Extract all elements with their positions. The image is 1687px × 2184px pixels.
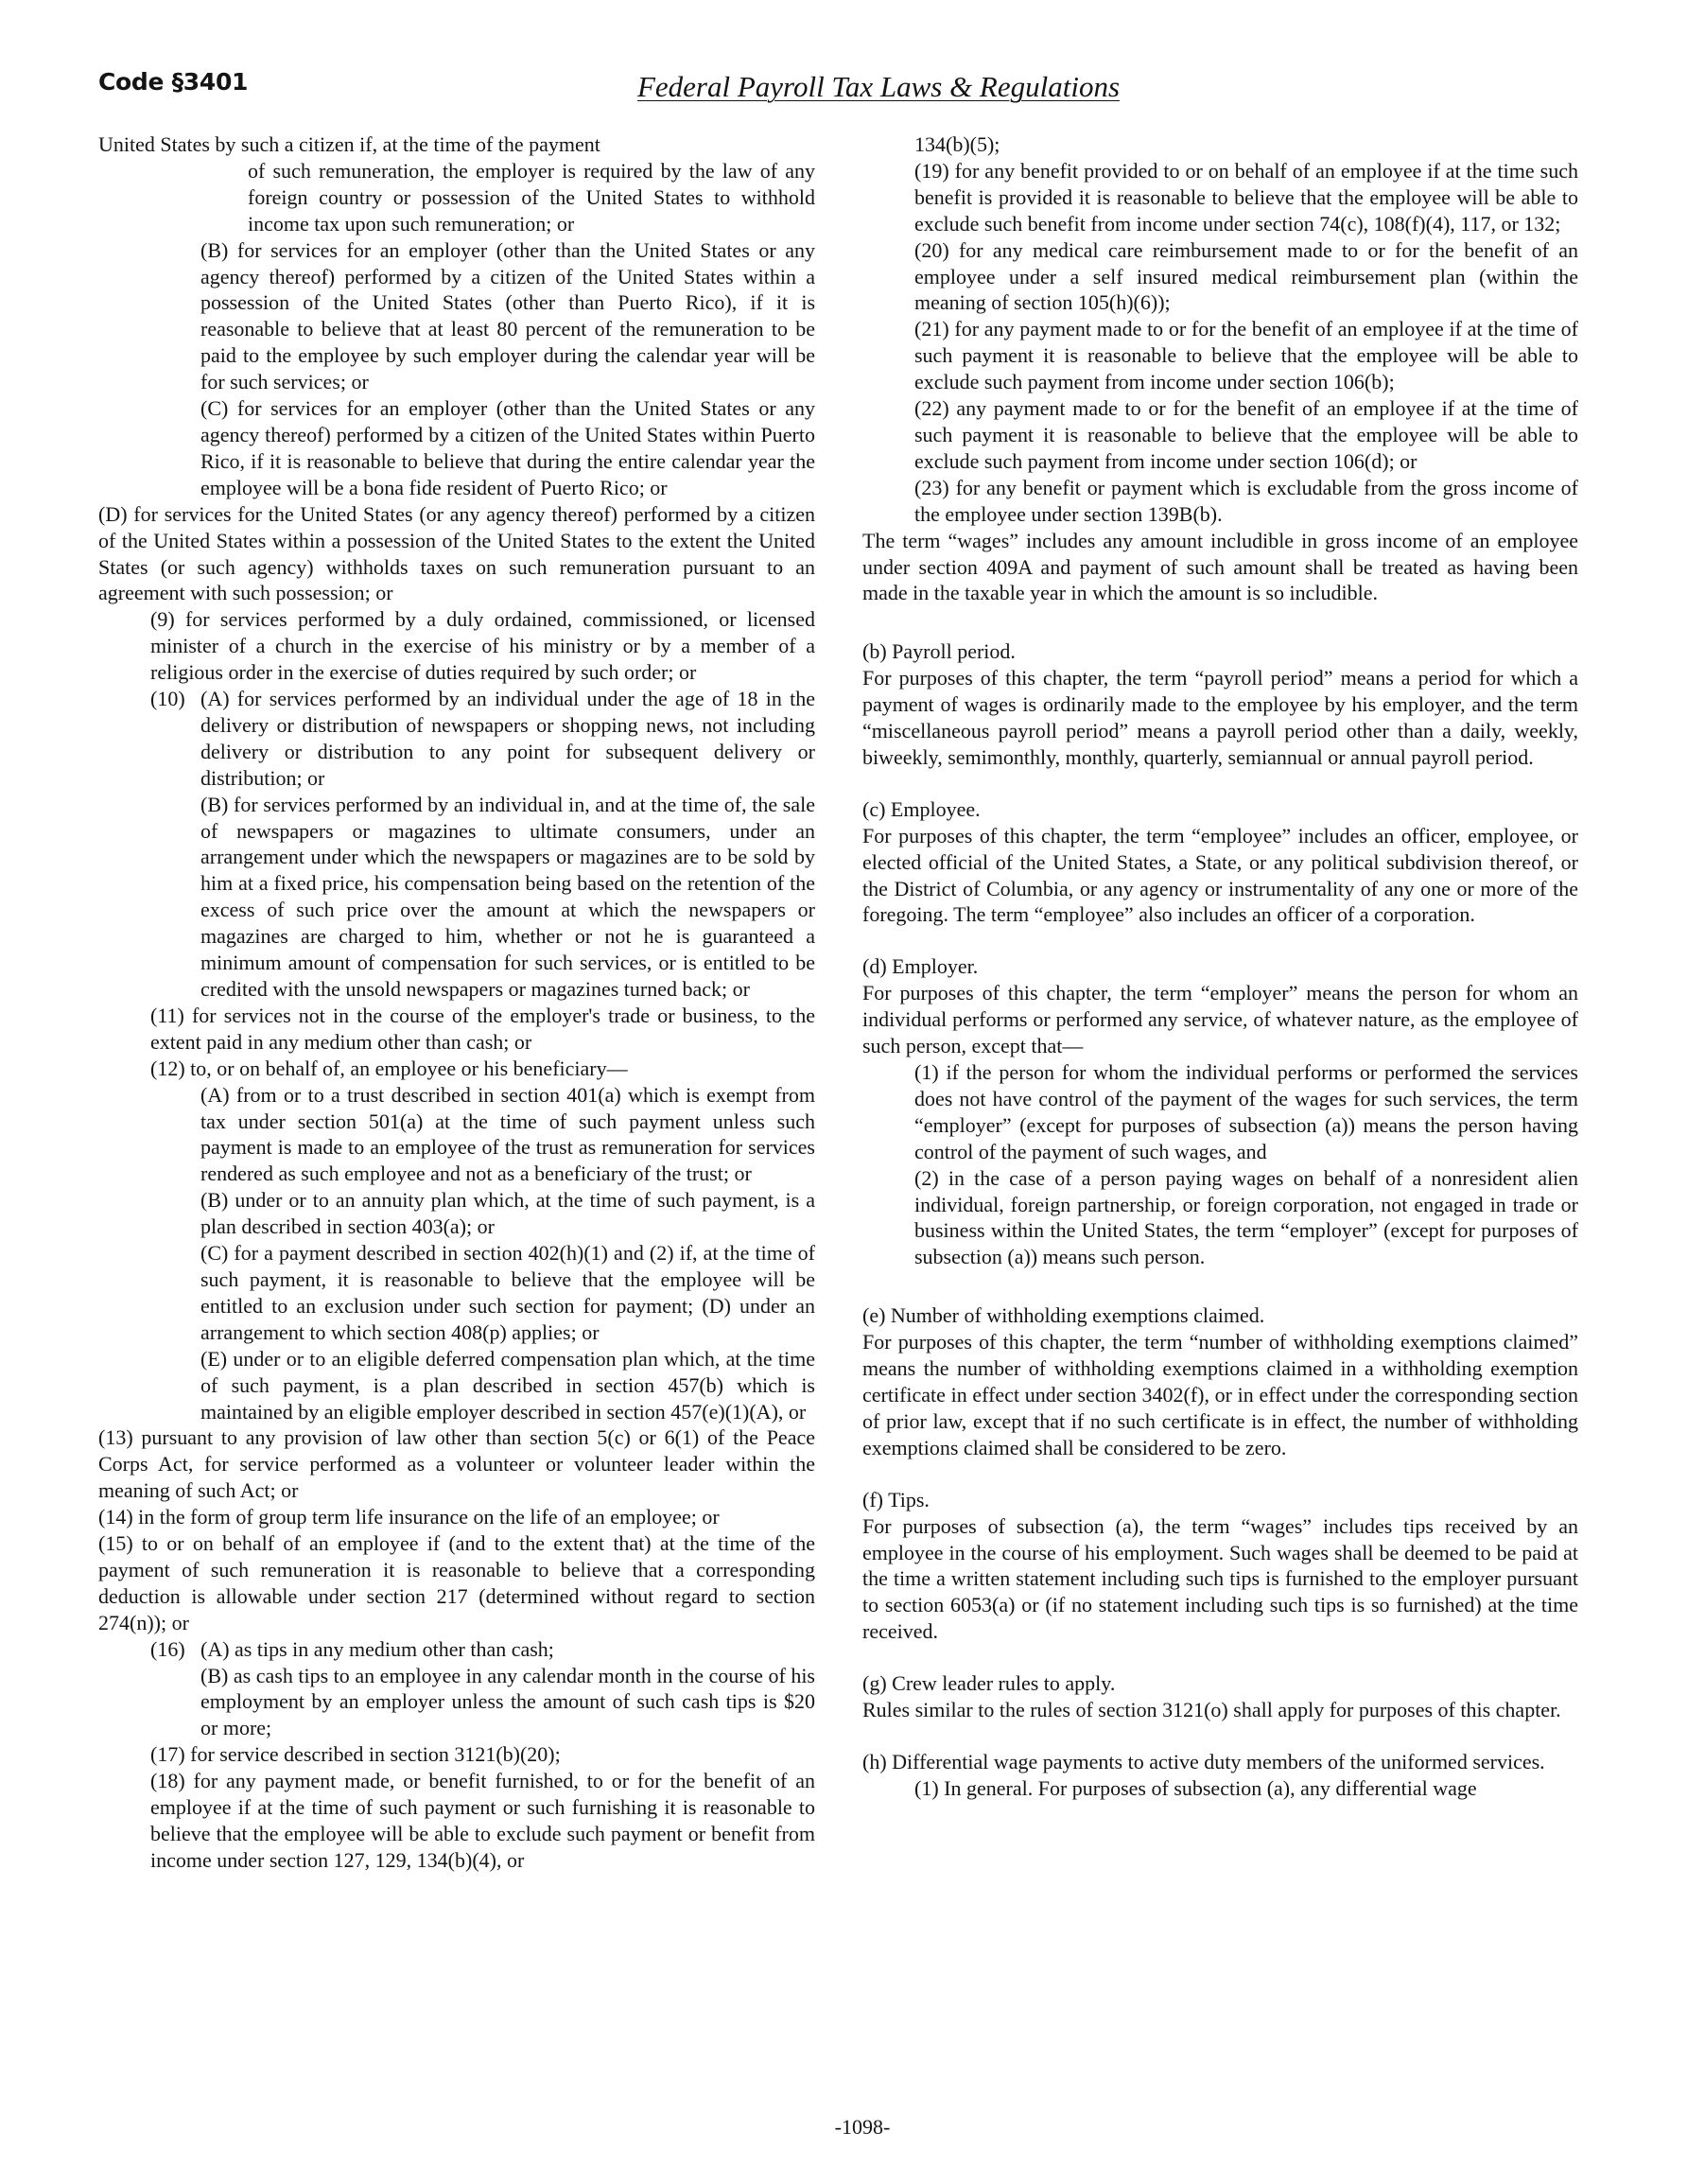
paragraph-16 <box>98 1636 815 1663</box>
running-title-text: Federal Payroll Tax Laws & Regulations <box>636 70 1121 103</box>
paragraph-12b: (B) under or to an annuity plan which, at the time of such payment, is a plan described in section 403(a); or <box>200 1188 815 1239</box>
paragraph-22: (22) any payment made to or for the benefit of an employee if at the time of such payment it is reasonable to believe that the employee will be able to exclude such payment from income under section 106(d); or <box>914 396 1578 473</box>
section-d-1: (1) if the person for whom the individual performs or performed the services does not have control of the payment of the wages for such services, the term “employer” (except for purposes of subsection (a)) means the person having control of the payment of such wages, and <box>914 1060 1578 1163</box>
page-number: -1098- <box>834 2115 891 2139</box>
paragraph-10 <box>98 686 815 792</box>
section-e-body: For purposes of this chapter, the term “number of withholding exemptions claimed” means the number of withholding exemptions claimed in a withholding exemption certificate in effect under section 3402(f), or in effect under the corresponding section of prior law, except that if no such certificate is in effect, the number of withholding exemptions claimed shall be considered to be zero. <box>862 1330 1578 1459</box>
clause-8c: (C) for services for an employer (other than the United States or any agency thereof) performed by a citizen of the United States within Puerto Rico, if it is reasonable to believe that during the entire calendar year the employee will be a bona fide resident of Puerto Rico; or <box>200 396 815 499</box>
paragraph-18-continuation: 134(b)(5); <box>914 132 1000 156</box>
paragraph-12e: (E) under or to an eligible deferred compensation plan which, at the time of such payment, is a plan described in section 457(b) which is maintained by an eligible employer described in section 457(e)(1)(A), or <box>200 1346 815 1424</box>
left-column <box>98 131 815 1874</box>
running-title <box>0 70 1687 104</box>
right-column <box>862 131 1578 1802</box>
section-c-heading: (c) Employee. <box>862 796 981 821</box>
paragraph-16-number: (16) <box>150 1636 185 1661</box>
paragraph-21: (21) for any payment made to or for the benefit of an employee if at the time of such payment it is reasonable to believe that the employee will be able to exclude such payment from income under section 106(b); <box>914 317 1578 394</box>
paragraph-16a: (A) as tips in any medium other than cash; <box>200 1636 554 1661</box>
paragraph-19: (19) for any benefit provided to or on behalf of an employee if at the time such benefit is provided it is reasonable to believe that the employee will be able to exclude such benefit from income under section 74(c), 108(f)(4), 117, or 132; <box>914 158 1578 236</box>
paragraph-15: (15) to or on behalf of an employee if (and to the extent that) at the time of the payment of such remuneration it is reasonable to believe that a corresponding deduction is allowable under section 217 (determined without regard to section 274(n)); or <box>98 1531 815 1634</box>
paragraph-12a: (A) from or to a trust described in section 401(a) which is exempt from tax under section 501(a) at the time of such payment unless such payment is made to an employee of the trust as remuneration for services rendered as such employee and not as a beneficiary of the trust; or <box>200 1082 815 1186</box>
paragraph-18: (18) for any payment made, or benefit furnished, to or for the benefit of an employee if at the time of such payment or such furnishing it is reasonable to believe that the employee will be able to exclude such payment or benefit from income under section 127, 129, 134(b)(4), or <box>150 1769 815 1872</box>
paragraph-23: (23) for any benefit or payment which is excludable from the gross income of the employee under section 139B(b). <box>914 475 1578 526</box>
section-c-body: For purposes of this chapter, the term “employee” includes an officer, employee, or elected official of the United States, a State, or any political subdivision thereof, or the District of Columbia, or any agency or instrumentality of any one or more of the foregoing. The term “employee” also includes an officer of a corporation. <box>862 823 1578 927</box>
paragraph-continuation-indented: of such remuneration, the employer is required by the law of any foreign country or possession of the United States to withhold income tax upon such remuneration; or <box>248 158 815 236</box>
paragraph-13: (13) pursuant to any provision of law other than section 5(c) or 6(1) of the Peace Corps Act, for service performed as a volunteer or volunteer leader within the meaning of such Act; or <box>98 1425 815 1503</box>
section-f-heading: (f) Tips. <box>862 1487 930 1511</box>
paragraph-10b: (B) for services performed by an individual in, and at the time of, the sale of newspapers or magazines to ultimate consumers, under an arrangement under which the newspapers or magazines are to be sold by him at a fixed price, his compensation being based on the retention of the excess of such price over the amount at which the newspapers or magazines are charged to him, whether or not he is guaranteed a minimum amount of compensation for such services, or is entitled to be credited with the unsold newspapers or magazines turned back; or <box>200 792 815 1001</box>
section-g-heading: (g) Crew leader rules to apply. <box>862 1671 1116 1696</box>
paragraph-20: (20) for any medical care reimbursement made to or for the benefit of an employee under a self insured medical reimbursement plan (within the meaning of section 105(h)(6)); <box>914 237 1578 315</box>
paragraph-12: (12) to, or on behalf of, an employee or his beneficiary— <box>150 1056 628 1080</box>
paragraph-9: (9) for services performed by a duly ordained, commissioned, or licensed minister of a church in the exercise of his ministry or by a member of a religious order in the exercise of duties required by such order; or <box>150 607 815 685</box>
paragraph-continuation: United States by such a citizen if, at the time of the payment <box>98 132 600 156</box>
clause-8d: (D) for services for the United States (or any agency thereof) performed by a citizen of the United States within a possession of the United States to the extent the United States (or such agency) withholds taxes on such remuneration pursuant to an agreement with such possession; or <box>98 501 815 605</box>
section-b-heading: (b) Payroll period. <box>862 639 1016 664</box>
code-section-label: Code §3401 <box>98 68 249 96</box>
paragraph-12c: (C) for a payment described in section 402(h)(1) and (2) if, at the time of such payment, it is reasonable to believe that the employee will be entitled to an exclusion under such section for payment; (D) under an arrangement to which section 408(p) applies; or <box>200 1241 815 1344</box>
section-f-body: For purposes of subsection (a), the term “wages” includes tips received by an employee in the course of his employment. Such wages shall be deemed to be paid at the time a written statement including such tips is furnished to the employer pursuant to section 6053(a) or (if no statement including such tips is so furnished) at the time received. <box>862 1513 1578 1644</box>
wages-409a-text: The term “wages” includes any amount includible in gross income of an employee under section 409A and payment of such amount shall be treated as having been made in the taxable year in which the amount is so includible. <box>862 528 1578 605</box>
paragraph-10-number: (10) <box>150 687 185 711</box>
paragraph-17: (17) for service described in section 3121(b)(20); <box>150 1742 561 1767</box>
section-e-heading: (e) Number of withholding exemptions claimed. <box>862 1303 1265 1328</box>
paragraph-11: (11) for services not in the course of the employer's trade or business, to the extent paid in any medium other than cash; or <box>150 1003 815 1054</box>
section-d-body: For purposes of this chapter, the term “employer” means the person for whom an individual performs or performed any service, of whatever nature, as the employee of such person, except that— <box>862 981 1578 1058</box>
paragraph-16b: (B) as cash tips to an employee in any calendar month in the course of his employment by an employer unless the amount of such cash tips is $20 or more; <box>200 1663 815 1740</box>
section-h-1: (1) In general. For purposes of subsection (a), any differential wage <box>914 1775 1477 1800</box>
section-d-heading: (d) Employer. <box>862 954 979 979</box>
section-h-heading: (h) Differential wage payments to active duty members of the uniformed services. <box>862 1749 1545 1773</box>
paragraph-10a: (A) for services performed by an individual under the age of 18 in the delivery or distribution of newspapers or shopping news, not including delivery or distribution to any point for subsequent delivery or distribution; or <box>200 687 815 790</box>
page-number-footer <box>0 2115 1687 2140</box>
paragraph-14: (14) in the form of group term life insurance on the life of an employee; or <box>98 1505 720 1529</box>
clause-8b: (B) for services for an employer (other than the United States or any agency thereof) performed by a citizen of the United States within a possession of the United States (other than Puerto Rico), if it is reasonable to believe that at least 80 percent of the remuneration to be paid to the employee by such employer during the calendar year will be for such services; or <box>200 237 815 394</box>
section-b-body: For purposes of this chapter, the term “payroll period” means a period for which a payment of wages is ordinarily made to the employee by his employer, and the term “miscellaneous payroll period” means a payroll period other than a daily, weekly, biweekly, semimonthly, monthly, quarterly, semiannual or annual payroll period. <box>862 666 1578 769</box>
section-g-body: Rules similar to the rules of section 3121(o) shall apply for purposes of this chapter. <box>862 1698 1561 1722</box>
section-d-2: (2) in the case of a person paying wages on behalf of a nonresident alien individual, foreign partnership, or foreign corporation, not engaged in trade or business within the United States, the term “employer” (except for purposes of subsection (a)) means such person. <box>914 1165 1578 1269</box>
